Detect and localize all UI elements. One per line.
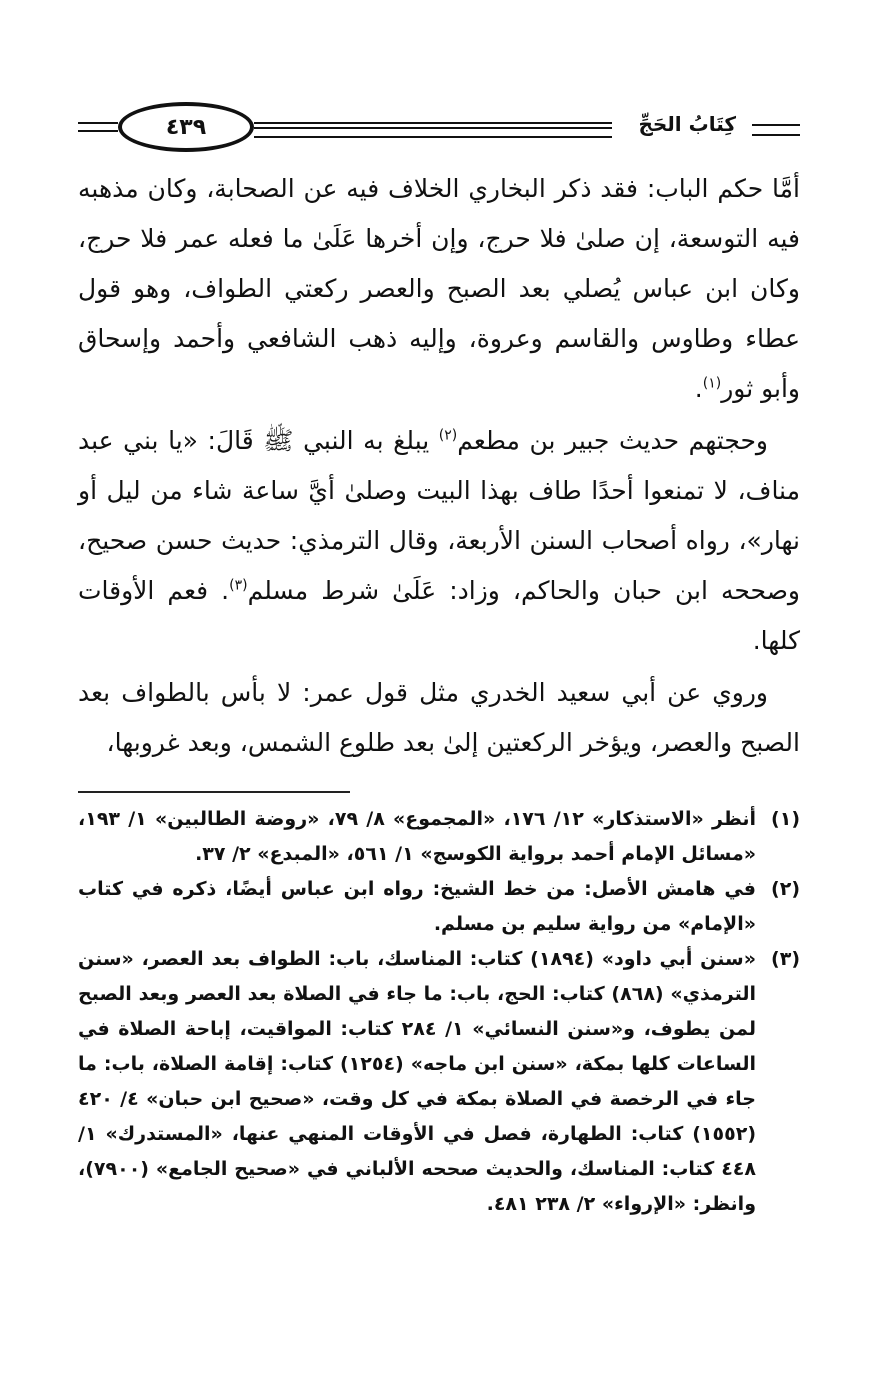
page-number: ٤٣٩ — [165, 114, 207, 140]
footnote-ref-1: (١) — [702, 375, 722, 392]
footnote-text: في هامش الأصل: من خط الشيخ: رواه ابن عباس أيضًا، ذكره في كتاب «الإمام» من رواية سليم بن مسلم. — [78, 878, 756, 935]
main-text — [78, 164, 800, 770]
header-rule-center — [254, 122, 612, 138]
paragraph-ruling: أمَّا حكم الباب: فقد ذكر البخاري الخلاف فيه عن الصحابة، وكان مذهبه فيه التوسعة، إن صلىٰ فلا حرج، وإن أخرها عَلَىٰ ما فعله عمر فلا حرج، وكان ابن عباس يُصلي بعد الصبح والعصر ركعتي الطواف، وهو قول عطاء وطاوس والقاسم وعروة، وإليه ذهب الشافعي وأحمد وإسحاق وأبو ثور$^{(١)}$. — [78, 174, 800, 403]
footnote-text: أنظر «الاستذكار» ١٢/ ١٧٦، «المجموع» ٨/ ٧٩، «روضة الطالبين» ١/ ١٩٣، «مسائل الإمام أحمد برواية الكوسج» ١/ ٥٦١، «المبدع» ٢/ ٣٧. — [78, 808, 756, 865]
footnote-2 — [78, 872, 800, 942]
footnote-separator — [78, 791, 350, 793]
book-title: كِتَابُ الحَجِّ — [638, 112, 736, 136]
footnote-text: «سنن أبي داود» (١٨٩٤) كتاب: المناسك، باب: الطواف بعد العصر، «سنن الترمذي» (٨٦٨) كتاب: الحج، باب: ما جاء في الصلاة بعد العصر وبعد الصبح لمن يطوف، و«سنن النسائي» ١/ ٢٨٤ كتاب: المواقيت، إباحة الصلاة في الساعات كلها بمكة، «سنن ابن ماجه» (١٢٥٤) كتاب: إقامة الصلاة، باب: ما جاء في الرخصة في الصلاة بمكة في كل وقت، «صحيح ابن حبان» ٤/ ٤٢٠ (١٥٥٢) كتاب: الطهارة، فصل في الأوقات المنهي عنها، «المستدرك» ١/ ٤٤٨ كتاب: المناسك، والحديث صححه الألباني في «صحيح الجامع» (٧٩٠٠)، وانظر: «الإرواء» ٢/ ٢٣٨ ٤٨١. — [78, 948, 757, 1215]
sentence-end: . — [694, 374, 703, 403]
footnote-ref-3: (٣) — [229, 577, 248, 594]
footnote-ref-2: (٢) — [438, 427, 458, 444]
footnote-number: (١) — [771, 808, 800, 830]
footnote-3 — [78, 942, 800, 1222]
header-rule-left-bottom — [78, 130, 118, 132]
footnote-number: (٢) — [771, 878, 800, 900]
paragraph-evidence: وحجتهم حديث جبير بن مطعم$^{(٢)}$ يبلغ به النبي ﷺ قَالَ: «يا بني عبد مناف، لا تمنعوا أحدًا طاف بهذا البيت وصلىٰ أيَّ ساعة شاء من ليل أو نهار»، رواه أصحاب السنن الأربعة، وقال الترمذي: حديث حسن صحيح، وصححه ابن حبان والحاكم، وزاد: عَلَىٰ شرط مسلم$^{(٣)}$. فعم الأوقات كلها. — [78, 426, 800, 655]
footnote-number: (٣) — [771, 948, 800, 970]
footnotes — [78, 802, 800, 1222]
page-header — [78, 100, 800, 158]
header-rule-right — [752, 124, 800, 136]
footnote-1 — [78, 802, 800, 872]
page-number-badge — [118, 102, 254, 152]
paragraph-abu-said: وروي عن أبي سعيد الخدري مثل قول عمر: لا بأس بالطواف بعد الصبح والعصر، ويؤخر الركعتين إلىٰ بعد طلوع الشمس، وبعد غروبها، — [78, 678, 800, 757]
header-rule-left-top — [78, 122, 118, 124]
